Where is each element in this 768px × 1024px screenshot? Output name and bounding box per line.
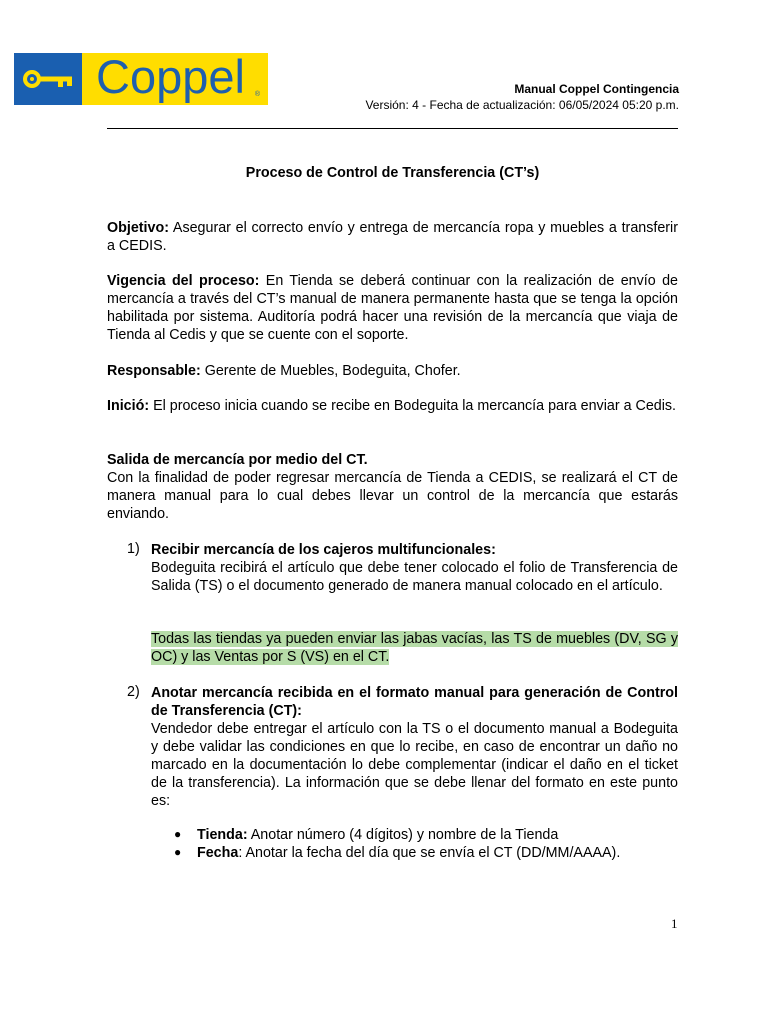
bullet-label: Tienda: (197, 827, 248, 843)
vigencia-label: Vigencia del proceso: (107, 273, 260, 289)
coppel-logo (14, 50, 268, 105)
bullet-text: : Anotar la fecha del día que se envía el CT (DD/MM/AAAA). (238, 845, 621, 861)
bullet-item-tienda (197, 826, 558, 844)
step-2 (151, 684, 678, 810)
logo-wordmark-panel (82, 50, 268, 105)
bullet-icon: ● (174, 827, 182, 841)
logo-key-panel (14, 53, 82, 105)
bullet-icon: ● (174, 845, 182, 859)
document-title: Proceso de Control de Transferencia (CT’s) (245, 165, 540, 181)
document-header (365, 81, 679, 113)
salida-heading: Salida de mercancía por medio del CT. (107, 452, 368, 468)
objetivo-text: Asegurar el correcto envío y entrega de mercancía ropa y muebles a transferir a CEDIS. (107, 220, 678, 254)
objetivo-label: Objetivo: (107, 220, 169, 236)
step-2-heading: Anotar mercancía recibida en el formato manual para generación de Control de Transferencia (CT): (151, 685, 678, 719)
responsable-text: Gerente de Muebles, Bodeguita, Chofer. (200, 363, 461, 379)
inicio-text: El proceso inicia cuando se recibe en Bodeguita la mercancía para enviar a Cedis. (149, 398, 677, 414)
vigencia-paragraph (107, 272, 678, 344)
inicio-paragraph (107, 397, 678, 415)
step-1-heading: Recibir mercancía de los cajeros multifuncionales: (151, 542, 496, 558)
step-1-text: Bodeguita recibirá el artículo que debe tener colocado el folio de Transferencia de Salida (TS) o el documento generado de manera manual colocado en el artículo. (151, 560, 678, 594)
objetivo-paragraph (107, 219, 678, 255)
page-number: 1 (671, 916, 678, 931)
vigencia-text: En Tienda se deberá continuar con la realización de envío de mercancía a través del CT’s manual de manera permanente hasta que se tenga la opción habilitada por sistema. Auditoría podrá hacer una revisión de la mercancía que viaja de Tienda al Cedis y que se cuente con el soporte. (107, 273, 678, 343)
salida-section (107, 451, 678, 523)
responsable-paragraph (107, 362, 678, 380)
manual-title: Manual Coppel Contingencia (514, 82, 679, 96)
bullet-item-fecha (197, 844, 620, 862)
header-rule (107, 128, 678, 129)
step-1 (151, 541, 678, 595)
registered-mark: ® (254, 91, 260, 98)
highlighted-note: Todas las tiendas ya pueden enviar las jabas vacías, las TS de muebles (DV, SG y OC) y las Ventas por S (VS) en el CT. (151, 631, 678, 665)
step-2-text: Vendedor debe entregar el artículo con la TS o el documento manual a Bodeguita y debe validar las condiciones en que lo recibe, en caso de encontrar un daño no marcado en la documentación lo debe complementar (indicar el daño en el ticket de la transferencia). La información que se debe llenar del formato en este punto es: (151, 721, 678, 809)
salida-text: Con la finalidad de poder regresar mercancía de Tienda a CEDIS, se realizará el CT de manera manual para lo cual debes llevar un control de la mercancía que estarás enviando. (107, 470, 678, 522)
responsable-label: Responsable: (107, 363, 201, 379)
key-icon (14, 53, 82, 105)
bullet-label: Fecha (197, 845, 239, 861)
version-line: Versión: 4 - Fecha de actualización: 06/05/2024 05:20 p.m. (365, 98, 679, 112)
inicio-label: Inició: (107, 398, 150, 414)
step-1-number: 1) (127, 541, 140, 557)
bullet-text: Anotar número (4 dígitos) y nombre de la Tienda (247, 827, 559, 843)
logo-wordmark: Coppel (96, 50, 245, 103)
step-2-number: 2) (127, 684, 140, 700)
step-1-note (151, 630, 678, 666)
